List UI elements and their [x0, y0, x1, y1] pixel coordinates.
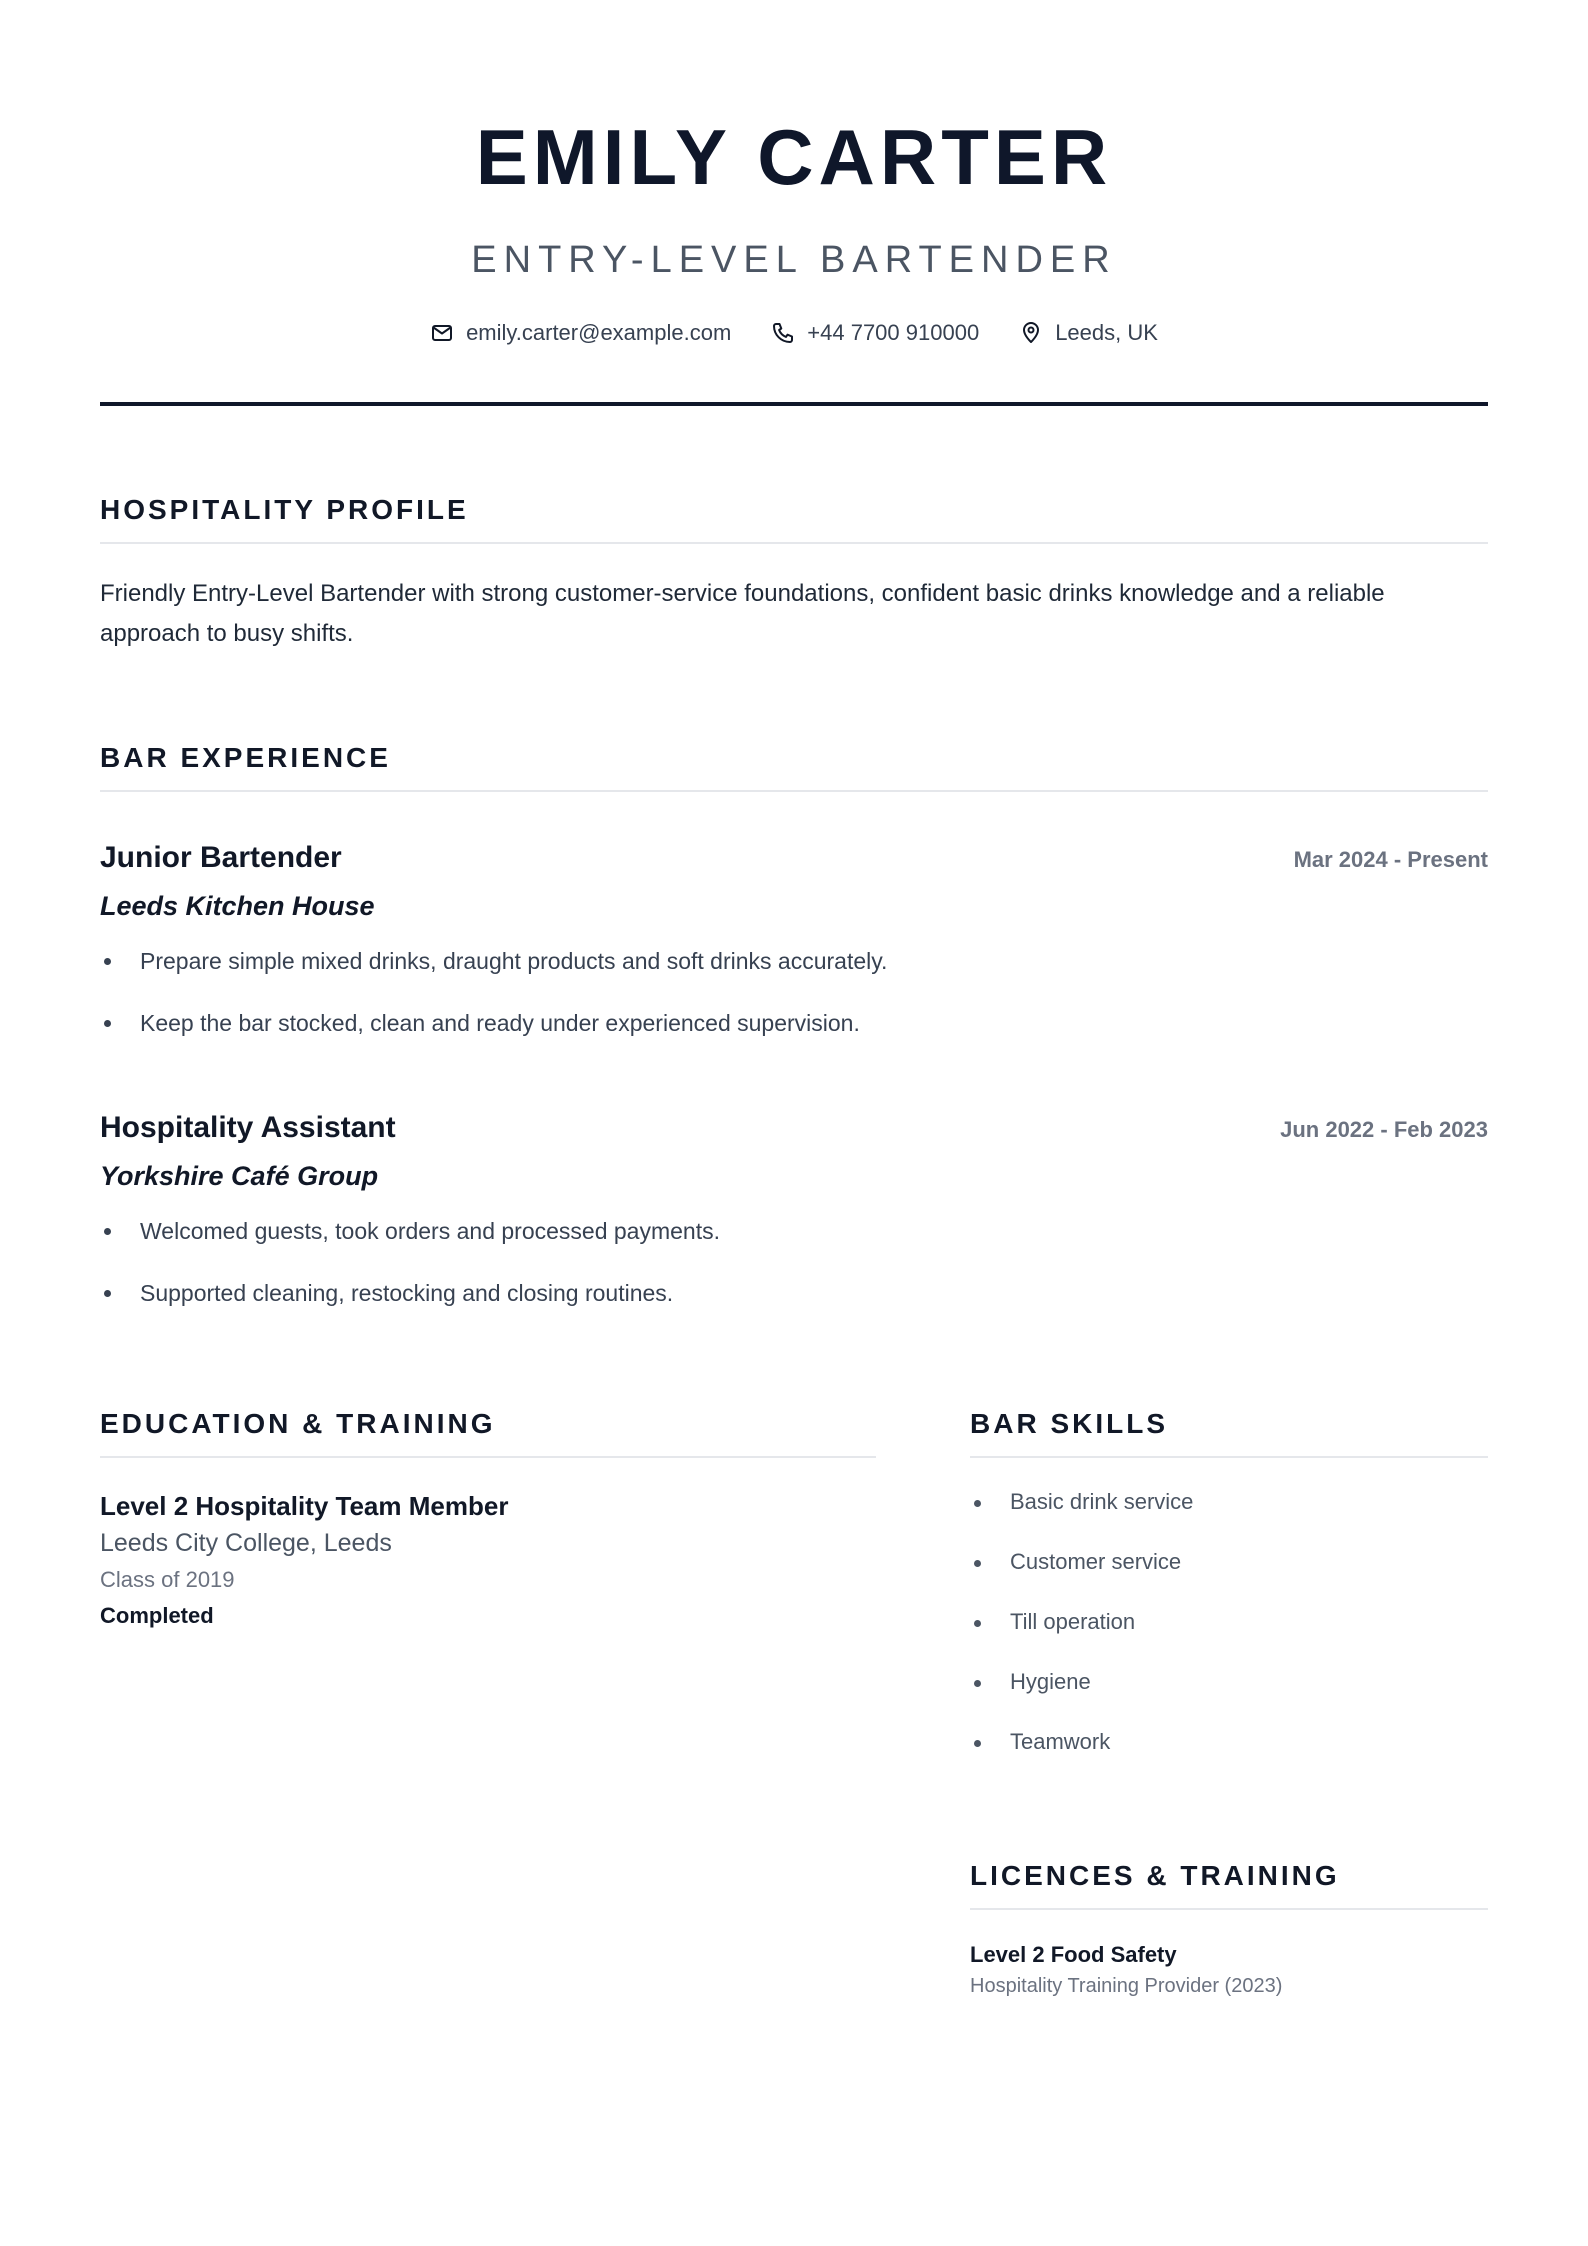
- section-divider: [970, 1456, 1488, 1458]
- job-title-heading: ENTRY-LEVEL BARTENDER: [471, 239, 1117, 281]
- contact-row: [100, 318, 1488, 348]
- experience-heading: BAR EXPERIENCE: [100, 742, 391, 773]
- job-bullet: Prepare simple mixed drinks, draught products and soft drinks accurately.: [100, 944, 1488, 978]
- section-divider: [970, 1908, 1488, 1910]
- right-column: [970, 1408, 1488, 2000]
- profile-section: [100, 494, 1488, 654]
- education-section: [100, 1408, 876, 2000]
- licences-section: [970, 1860, 1488, 2000]
- experience-section: [100, 742, 1488, 1310]
- skill-item: Basic drink service: [970, 1486, 1488, 1518]
- job-bullet: Keep the bar stocked, clean and ready under experienced supervision.: [100, 1006, 1488, 1040]
- phone-text: +44 7700 910000: [807, 320, 980, 345]
- header-divider: [100, 402, 1488, 406]
- mail-icon: [430, 321, 454, 345]
- skills-heading: BAR SKILLS: [970, 1408, 1168, 1439]
- job-title: Junior Bartender: [100, 841, 342, 874]
- job-bullets: [100, 944, 1488, 1040]
- job-dates: Jun 2022 - Feb 2023: [1280, 1117, 1488, 1142]
- contact-location: [1019, 318, 1158, 348]
- education-degree: Level 2 Hospitality Team Member: [100, 1491, 509, 1521]
- job-title: Hospitality Assistant: [100, 1111, 396, 1144]
- profile-heading: HOSPITALITY PROFILE: [100, 494, 469, 525]
- contact-email[interactable]: [430, 318, 731, 348]
- skill-item: Teamwork: [970, 1726, 1488, 1758]
- job-bullets: [100, 1214, 1488, 1310]
- two-column-area: [100, 1408, 1488, 2000]
- section-divider: [100, 542, 1488, 544]
- education-class: Class of 2019: [100, 1567, 235, 1592]
- job-header: [100, 840, 1488, 876]
- section-divider: [100, 790, 1488, 792]
- map-pin-icon: [1019, 321, 1043, 345]
- skill-item: Hygiene: [970, 1666, 1488, 1698]
- skills-section: [970, 1408, 1488, 1758]
- candidate-name: EMILY CARTER: [475, 113, 1113, 201]
- job-entry: [100, 840, 1488, 1040]
- phone-icon: [771, 321, 795, 345]
- job-bullet: Welcomed guests, took orders and processed payments.: [100, 1214, 1488, 1248]
- licence-name: Level 2 Food Safety: [970, 1942, 1177, 1967]
- education-school: Leeds City College, Leeds: [100, 1529, 392, 1557]
- education-status: Completed: [100, 1603, 214, 1628]
- skill-item: Customer service: [970, 1546, 1488, 1578]
- profile-summary: Friendly Entry-Level Bartender with strong customer-service foundations, confident basic drinks knowledge and a reliable approach to busy shifts.: [100, 580, 1385, 647]
- section-divider: [100, 1456, 876, 1458]
- email-text: emily.carter@example.com: [466, 320, 732, 345]
- skills-list: [970, 1486, 1488, 1758]
- job-bullet: Supported cleaning, restocking and closing routines.: [100, 1276, 1488, 1310]
- resume-header: [100, 0, 1488, 406]
- job-entry: [100, 1110, 1488, 1310]
- job-header: [100, 1110, 1488, 1146]
- licences-heading: LICENCES & TRAINING: [970, 1860, 1340, 1891]
- job-company: Leeds Kitchen House: [100, 891, 375, 921]
- job-company: Yorkshire Café Group: [100, 1161, 379, 1191]
- skill-item: Till operation: [970, 1606, 1488, 1638]
- licence-provider: Hospitality Training Provider (2023): [970, 1975, 1283, 1997]
- job-dates: Mar 2024 - Present: [1293, 847, 1488, 872]
- education-heading: EDUCATION & TRAINING: [100, 1408, 496, 1439]
- location-text: Leeds, UK: [1055, 320, 1158, 345]
- contact-phone[interactable]: [771, 318, 979, 348]
